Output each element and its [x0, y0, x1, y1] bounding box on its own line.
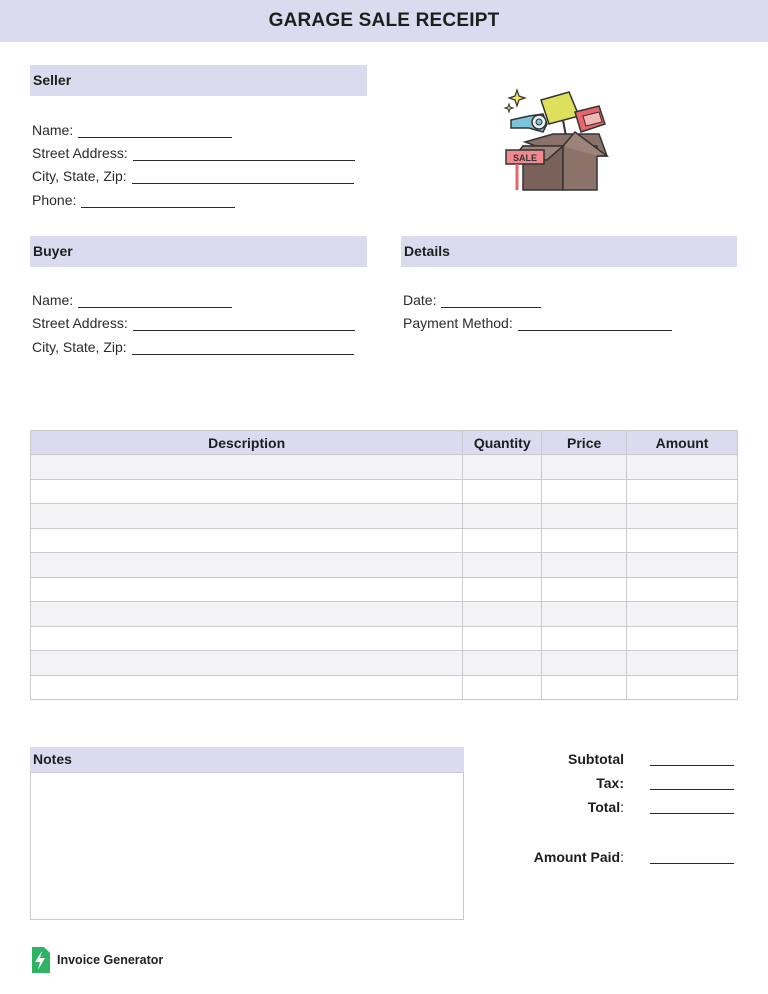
- quantity-cell[interactable]: [463, 479, 542, 504]
- tax-colon: :: [619, 775, 624, 791]
- price-cell[interactable]: [542, 504, 627, 529]
- table-row: [31, 675, 738, 700]
- quantity-cell[interactable]: [463, 577, 542, 602]
- price-cell[interactable]: [542, 626, 627, 651]
- payment-method-line[interactable]: [518, 317, 672, 331]
- total-label: [384, 799, 624, 815]
- table-row: [31, 479, 738, 504]
- seller-phone-label: Phone:: [32, 192, 77, 208]
- buyer-address-field[interactable]: [32, 315, 355, 331]
- quantity-cell[interactable]: [463, 504, 542, 529]
- column-price: Price: [542, 431, 627, 455]
- notes-heading: Notes: [30, 747, 464, 772]
- table-row: [31, 455, 738, 480]
- description-cell[interactable]: [31, 626, 463, 651]
- quantity-cell[interactable]: [463, 675, 542, 700]
- subtotal-line[interactable]: [650, 765, 734, 766]
- price-cell[interactable]: [542, 577, 627, 602]
- quantity-cell[interactable]: [463, 626, 542, 651]
- tax-text: Tax: [596, 775, 620, 791]
- price-cell[interactable]: [542, 651, 627, 676]
- table-row: [31, 528, 738, 553]
- table-row: [31, 553, 738, 578]
- amount-cell[interactable]: [627, 651, 738, 676]
- price-cell[interactable]: [542, 675, 627, 700]
- seller-name-field[interactable]: [32, 122, 232, 138]
- column-quantity: Quantity: [463, 431, 542, 455]
- garage-sale-box-icon: [503, 86, 609, 192]
- date-line[interactable]: [441, 294, 541, 308]
- seller-address-label: Street Address:: [32, 145, 128, 161]
- column-description: Description: [31, 431, 463, 455]
- notes-textarea[interactable]: [30, 772, 464, 920]
- column-amount: Amount: [627, 431, 738, 455]
- table-row: [31, 602, 738, 627]
- amount-cell[interactable]: [627, 504, 738, 529]
- seller-phone-line[interactable]: [81, 194, 235, 208]
- seller-address-field[interactable]: [32, 145, 355, 161]
- lightning-bolt-icon: [30, 947, 50, 973]
- quantity-cell[interactable]: [463, 553, 542, 578]
- amount-paid-label: [384, 849, 624, 865]
- amount-cell[interactable]: [627, 577, 738, 602]
- description-cell[interactable]: [31, 504, 463, 529]
- table-row: [31, 651, 738, 676]
- table-row: [31, 577, 738, 602]
- tax-label: [384, 775, 624, 791]
- description-cell[interactable]: [31, 602, 463, 627]
- date-label: Date:: [403, 292, 437, 308]
- quantity-cell[interactable]: [463, 651, 542, 676]
- quantity-cell[interactable]: [463, 602, 542, 627]
- seller-address-line[interactable]: [133, 147, 355, 161]
- page-title: GARAGE SALE RECEIPT: [268, 10, 500, 31]
- buyer-name-line[interactable]: [78, 294, 232, 308]
- table-header-row: [31, 431, 738, 455]
- description-cell[interactable]: [31, 479, 463, 504]
- amount-paid-text: Amount Paid: [533, 849, 621, 865]
- amount-cell[interactable]: [627, 626, 738, 651]
- seller-heading: Seller: [30, 65, 367, 96]
- description-cell[interactable]: [31, 553, 463, 578]
- price-cell[interactable]: [542, 528, 627, 553]
- quantity-cell[interactable]: [463, 528, 542, 553]
- price-cell[interactable]: [542, 553, 627, 578]
- date-field[interactable]: [403, 292, 541, 308]
- tax-line[interactable]: [650, 789, 734, 790]
- brand-name[interactable]: Invoice Generator: [57, 953, 164, 967]
- footer: [30, 947, 163, 973]
- seller-phone-field[interactable]: [32, 192, 235, 208]
- sale-sign-text: SALE: [512, 153, 538, 163]
- description-cell[interactable]: [31, 651, 463, 676]
- details-heading: Details: [401, 236, 737, 267]
- amount-paid-colon: :: [620, 849, 624, 865]
- total-text: Total: [587, 799, 621, 815]
- seller-city-label: City, State, Zip:: [32, 168, 127, 184]
- total-line[interactable]: [650, 813, 734, 814]
- title-bar: [0, 0, 768, 42]
- table-row: [31, 504, 738, 529]
- total-colon: :: [620, 799, 624, 815]
- seller-city-field[interactable]: [32, 168, 354, 184]
- amount-cell[interactable]: [627, 455, 738, 480]
- description-cell[interactable]: [31, 455, 463, 480]
- payment-method-label: Payment Method:: [403, 315, 513, 331]
- buyer-name-label: Name:: [32, 292, 74, 308]
- amount-cell[interactable]: [627, 675, 738, 700]
- buyer-heading: Buyer: [30, 236, 367, 267]
- price-cell[interactable]: [542, 479, 627, 504]
- seller-city-line[interactable]: [132, 170, 354, 184]
- description-cell[interactable]: [31, 528, 463, 553]
- buyer-name-field[interactable]: [32, 292, 232, 308]
- amount-paid-line[interactable]: [650, 863, 734, 864]
- subtotal-label: [384, 751, 624, 767]
- subtotal-text: Subtotal: [568, 751, 624, 767]
- price-cell[interactable]: [542, 602, 627, 627]
- price-cell[interactable]: [542, 455, 627, 480]
- amount-cell[interactable]: [627, 479, 738, 504]
- quantity-cell[interactable]: [463, 455, 542, 480]
- seller-name-line[interactable]: [78, 124, 232, 138]
- seller-name-label: Name:: [32, 122, 74, 138]
- buyer-city-line[interactable]: [132, 341, 354, 355]
- buyer-city-field[interactable]: [32, 339, 354, 355]
- amount-cell[interactable]: [627, 553, 738, 578]
- description-cell[interactable]: [31, 577, 463, 602]
- payment-method-field[interactable]: [403, 315, 672, 331]
- items-table: [30, 430, 738, 700]
- description-cell[interactable]: [31, 675, 463, 700]
- buyer-city-label: City, State, Zip:: [32, 339, 127, 355]
- buyer-address-label: Street Address:: [32, 315, 128, 331]
- buyer-address-line[interactable]: [133, 317, 355, 331]
- table-row: [31, 626, 738, 651]
- amount-cell[interactable]: [627, 602, 738, 627]
- amount-cell[interactable]: [627, 528, 738, 553]
